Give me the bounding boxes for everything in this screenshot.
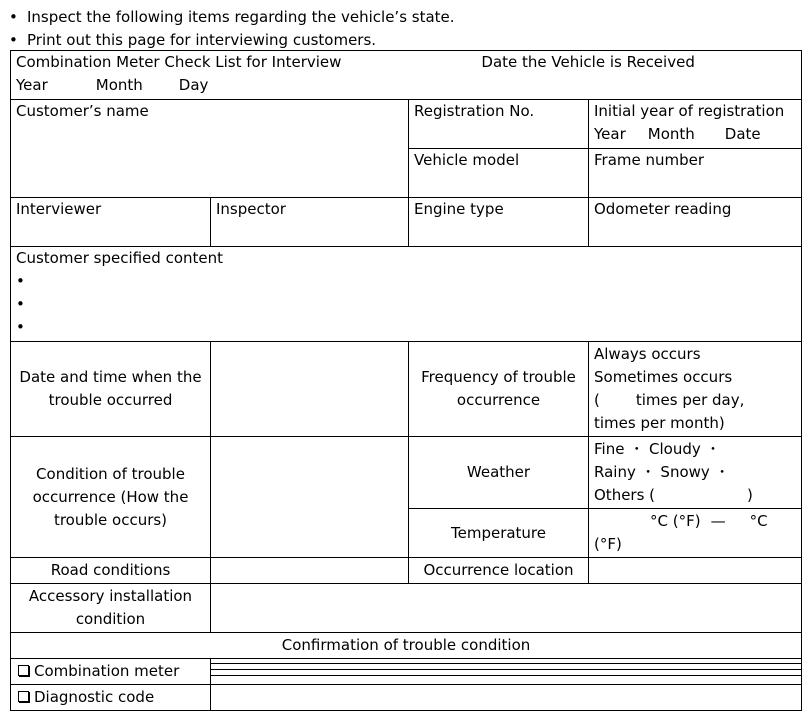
odometer-field[interactable]: Odometer reading	[589, 198, 802, 247]
customer-content-field[interactable]: Customer specified content • • •	[11, 247, 802, 342]
confirmation-heading: Confirmation of trouble condition	[11, 633, 802, 659]
header-cell: Combination Meter Check List for Interview Date the Vehicle is Received Year Month Day	[11, 51, 802, 100]
customer-name-field[interactable]: Customer’s name	[11, 100, 409, 198]
inspector-field[interactable]: Inspector	[211, 198, 409, 247]
registration-no-field[interactable]: Registration No.	[409, 100, 589, 149]
interviewer-field[interactable]: Interviewer	[11, 198, 211, 247]
condition-label: Condition of trouble occurrence (How the trouble occurs)	[11, 437, 211, 558]
diagnostic-code-notes[interactable]	[211, 685, 802, 711]
date-time-trouble-label: Date and time when the trouble occurred	[11, 342, 211, 437]
condition-input[interactable]	[211, 437, 409, 558]
temperature-input[interactable]: °C (°F) — °C (°F)	[589, 509, 802, 558]
frequency-options[interactable]: Always occurs Sometimes occurs ( times per day, times per month)	[589, 342, 802, 437]
weather-label: Weather	[409, 437, 589, 509]
accessory-input[interactable]	[211, 584, 802, 633]
accessory-label: Accessory installation condition	[11, 584, 211, 633]
occurrence-location-label: Occurrence location	[409, 558, 589, 584]
combination-meter-check[interactable]: Combination meter	[11, 659, 211, 685]
engine-type-field[interactable]: Engine type	[409, 198, 589, 247]
header-row	[11, 51, 802, 100]
date-received-label: Date the Vehicle is Received	[481, 53, 695, 71]
diagnostic-code-check[interactable]: Diagnostic code	[11, 685, 211, 711]
instruction-item: • Inspect the following items regarding the vehicle’s state.	[9, 8, 455, 26]
instructions	[9, 6, 455, 52]
frame-number-field[interactable]: Frame number	[589, 149, 802, 198]
form-title: Combination Meter Check List for Interview	[16, 53, 342, 71]
checkbox-icon[interactable]	[18, 691, 29, 702]
weather-options[interactable]: Fine ・ Cloudy ・ Rainy ・ Snowy ・ Others ( )	[589, 437, 802, 509]
date-time-trouble-input[interactable]	[211, 342, 409, 437]
instruction-item: • Print out this page for interviewing customers.	[9, 31, 377, 49]
vehicle-model-field[interactable]: Vehicle model	[409, 149, 589, 198]
initial-year-field[interactable]: Initial year of registration Year Month Date	[589, 100, 802, 149]
check-list-form	[10, 50, 802, 711]
frequency-label: Frequency of trouble occurrence	[409, 342, 589, 437]
temperature-label: Temperature	[409, 509, 589, 558]
road-conditions-input[interactable]	[211, 558, 409, 584]
combination-meter-notes[interactable]	[211, 659, 802, 685]
checkbox-icon[interactable]	[18, 665, 29, 676]
road-conditions-label: Road conditions	[11, 558, 211, 584]
occurrence-location-input[interactable]	[589, 558, 802, 584]
